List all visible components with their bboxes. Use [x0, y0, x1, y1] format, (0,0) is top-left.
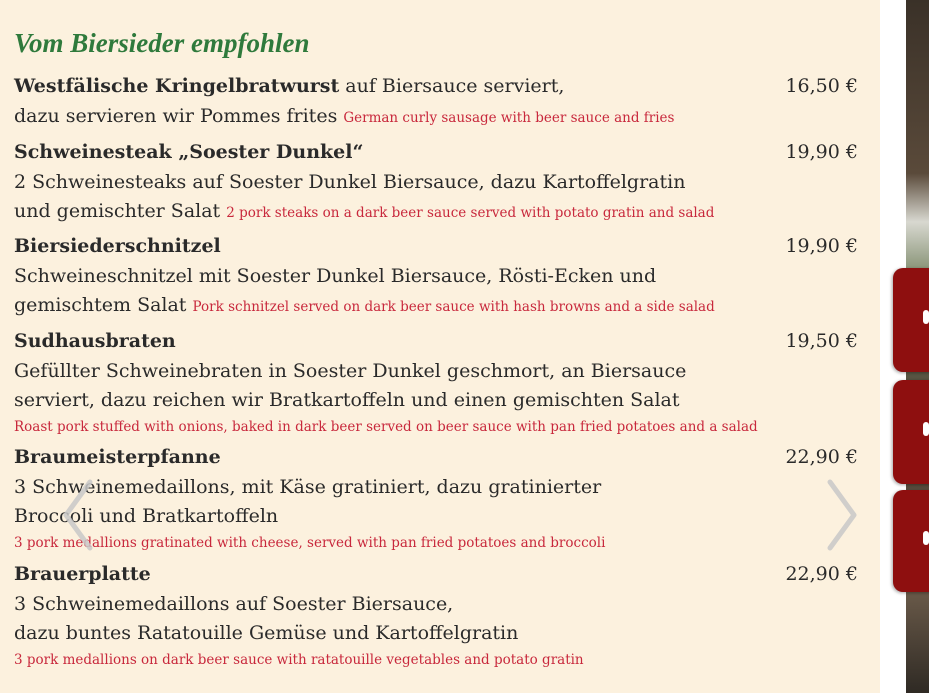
dish-english-description: 3 pork medallions on dark beer sauce with ratatouille vegetables and potato gratin [14, 651, 584, 668]
dish-description: Gefüllter Schweinebraten in Soester Dunkel geschmort, an Biersauce [14, 359, 687, 382]
side-action-button[interactable] [893, 380, 929, 484]
dish-price: 19,90 € [785, 235, 858, 257]
menu-item-sudhausbraten [14, 327, 864, 440]
dish-english-description: 2 pork steaks on a dark beer sauce served with potato gratin and salad [226, 205, 715, 221]
previous-image-button[interactable] [60, 478, 94, 552]
dish-price: 16,50 € [785, 75, 858, 97]
dish-price: 22,90 € [785, 446, 858, 468]
side-button-icon [923, 422, 929, 436]
next-image-button[interactable] [826, 478, 860, 552]
dish-name: Brauerplatte [14, 563, 151, 585]
dish-description: 2 Schweinesteaks auf Soester Dunkel Biersauce, dazu Kartoffelgratin [14, 170, 686, 193]
dish-description: Schweineschnitzel mit Soester Dunkel Biersauce, Rösti-Ecken und [14, 264, 657, 287]
chevron-left-icon [60, 478, 94, 552]
dish-name: Braumeisterpfanne [14, 446, 221, 468]
dish-name: Schweinesteak „Soester Dunkel“ [14, 141, 364, 163]
dish-name: Westfälische Kringelbratwurst [14, 75, 340, 97]
side-action-button[interactable] [893, 268, 929, 372]
menu-item-brauerplatte [14, 560, 864, 673]
dish-description: auf Biersauce serviert, [339, 75, 565, 97]
dish-description: dazu servieren wir Pommes frites [14, 104, 344, 127]
dish-description: Broccoli und Bratkartoffeln [14, 505, 279, 527]
dish-name: Sudhausbraten [14, 330, 176, 352]
dish-description: 3 Schweinemedaillons auf Soester Biersauce, [14, 592, 454, 615]
menu-item-braumeisterpfanne [14, 443, 864, 556]
dish-english-description: Pork schnitzel served on dark beer sauce with hash browns and a side salad [192, 299, 715, 315]
dish-name: Biersiederschnitzel [14, 235, 221, 257]
dish-price: 19,50 € [785, 330, 858, 352]
side-button-icon [923, 310, 929, 324]
side-action-button[interactable] [893, 490, 929, 592]
dish-english-description: Roast pork stuffed with onions, baked in dark beer served on beer sauce with pan fried potatoes and a salad [14, 418, 758, 435]
dish-price: 22,90 € [785, 563, 858, 585]
dish-english-description: 3 pork medallions gratinated with cheese, served with pan fried potatoes and broccoli [14, 534, 606, 551]
dish-description: und gemischter Salat [14, 200, 227, 222]
dish-description: gemischtem Salat [14, 294, 193, 316]
menu-item-biersiederschnitzel [14, 232, 864, 321]
dish-price: 19,90 € [785, 141, 858, 163]
side-button-icon [923, 531, 929, 545]
menu-item-kringelbratwurst [14, 72, 864, 131]
menu-item-schweinesteak [14, 138, 864, 227]
dish-description: serviert, dazu reichen wir Bratkartoffeln und einen gemischten Salat [14, 389, 680, 411]
menu-section-title: Vom Biersieder empfohlen [14, 28, 310, 58]
dish-description: 3 Schweinemedaillons, mit Käse gratiniert, dazu gratinierter [14, 475, 602, 498]
dish-description: dazu buntes Ratatouille Gemüse und Kartoffelgratin [14, 622, 519, 644]
chevron-right-icon [826, 478, 860, 552]
dish-english-description: German curly sausage with beer sauce and fries [343, 109, 675, 126]
